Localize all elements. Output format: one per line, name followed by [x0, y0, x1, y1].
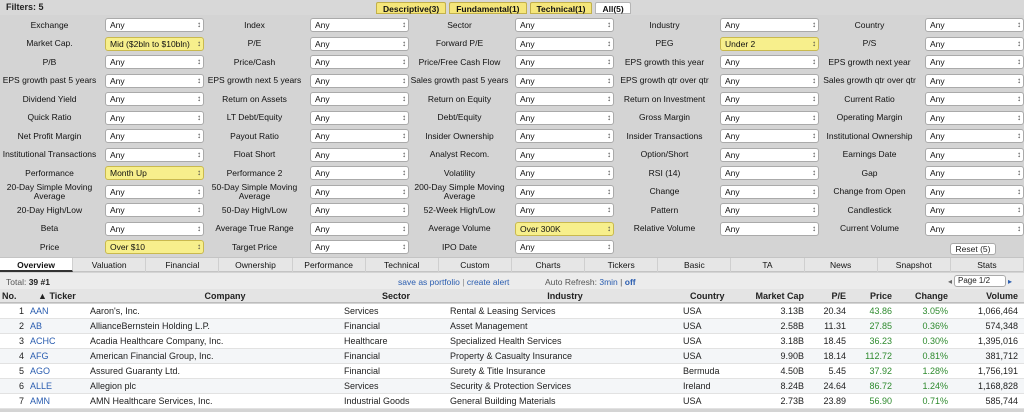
auto-refresh-off[interactable]: off — [624, 277, 636, 287]
cell-volume: 1,066,464 — [977, 306, 1018, 316]
cell-sector: Services — [344, 381, 379, 391]
cell-no: 5 — [18, 366, 24, 376]
cell-sector: Financial — [344, 366, 381, 376]
filter-label-earnings-date: Earnings Date — [842, 149, 897, 160]
filter-select-quick-ratio[interactable]: Any ↕ — [105, 111, 204, 125]
cell-pe: 24.64 — [823, 381, 846, 391]
filter-select-index[interactable]: Any ↕ — [310, 18, 409, 32]
filter-select-price[interactable]: Over $10 ↕ — [105, 240, 204, 254]
cell-pe: 20.34 — [823, 306, 846, 316]
cell-volume: 381,712 — [985, 351, 1018, 361]
filter-select-current-ratio[interactable]: Any ↕ — [925, 92, 1024, 106]
total-label: Total: — [6, 277, 27, 287]
filter-select-performance-2[interactable]: Any ↕ — [310, 166, 409, 180]
filter-select-p-e[interactable]: Any ↕ — [310, 37, 409, 51]
filter-select-candlestick[interactable]: Any ↕ — [925, 203, 1024, 217]
filter-select-sales-growth-qtr-over-qtr[interactable]: Any ↕ — [925, 74, 1024, 88]
filter-select-current-volume[interactable]: Any ↕ — [925, 222, 1024, 236]
filter-label-beta: Beta — [40, 223, 59, 234]
filter-label-analyst-recom: Analyst Recom. — [429, 149, 490, 160]
filter-select-earnings-date[interactable]: Any ↕ — [925, 148, 1024, 162]
filter-label-performance-2: Performance 2 — [226, 167, 283, 178]
filter-label-p-s: P/S — [862, 38, 877, 49]
filter-select-debt-equity[interactable]: Any ↕ — [515, 111, 614, 125]
cell-change: 0.81% — [922, 351, 948, 361]
filter-select-operating-margin[interactable]: Any ↕ — [925, 111, 1024, 125]
filter-label-return-on-equity: Return on Equity — [427, 93, 492, 104]
auto-refresh-label: Auto Refresh: — [545, 277, 597, 287]
view-tab-charts[interactable]: Charts — [512, 258, 585, 272]
filter-label-eps-growth-qtr-over-qtr: EPS growth qtr over qtr — [620, 75, 709, 86]
filter-select-52-week-high-low[interactable]: Any ↕ — [515, 203, 614, 217]
view-tab-ownership[interactable]: Ownership — [219, 258, 292, 272]
filter-select-p-s[interactable]: Any ↕ — [925, 37, 1024, 51]
filter-select-float-short[interactable]: Any ↕ — [310, 148, 409, 162]
total-value: 39 #1 — [28, 277, 50, 287]
cell-mcap: 2.58B — [780, 321, 804, 331]
tab-technical[interactable]: Technical(1) — [530, 2, 593, 14]
filter-select-institutional-ownership[interactable]: Any ↕ — [925, 129, 1024, 143]
filter-select-eps-growth-past-5-years[interactable]: Any ↕ — [105, 74, 204, 88]
filter-row — [0, 126, 1024, 146]
cell-volume: 1,756,191 — [977, 366, 1018, 376]
table-row[interactable] — [0, 349, 1024, 364]
filter-select-lt-debt-equity[interactable]: Any ↕ — [310, 111, 409, 125]
filter-label-sector: Sector — [447, 19, 472, 30]
filter-row — [0, 34, 1024, 54]
cell-volume: 574,348 — [985, 321, 1018, 331]
filter-label-operating-margin: Operating Margin — [836, 112, 903, 123]
filter-category-tabs — [376, 2, 631, 14]
filter-select-200-day-simple-moving-average[interactable]: Any ↕ — [515, 185, 614, 199]
cell-change: 0.71% — [922, 396, 948, 406]
cell-company: Acadia Healthcare Company, Inc. — [90, 336, 224, 346]
cell-price: 112.72 — [865, 351, 892, 361]
filter-select-return-on-equity[interactable]: Any ↕ — [515, 92, 614, 106]
filter-label-eps-growth-next-5-years: EPS growth next 5 years — [207, 75, 302, 86]
filter-label-return-on-investment: Return on Investment — [623, 93, 706, 104]
create-alert-link[interactable]: create alert — [466, 277, 510, 287]
cell-mcap: 2.73B — [780, 396, 804, 406]
cell-company: American Financial Group, Inc. — [90, 351, 214, 361]
filter-select-option-short[interactable]: Any ↕ — [720, 148, 819, 162]
filter-label-float-short: Float Short — [233, 149, 276, 160]
view-tab-basic[interactable]: Basic — [658, 258, 731, 272]
table-header — [0, 289, 1024, 303]
filter-label-insider-ownership: Insider Ownership — [425, 130, 494, 141]
filter-label-rsi-14: RSI (14) — [648, 167, 681, 178]
tab-all[interactable]: All(5) — [595, 2, 630, 14]
cell-company: AMN Healthcare Services, Inc. — [90, 396, 213, 406]
cell-country: USA — [683, 336, 702, 346]
cell-change: 0.36% — [922, 321, 948, 331]
filter-row — [0, 182, 1024, 202]
table-row[interactable] — [0, 334, 1024, 349]
cell-mcap: 8.24B — [780, 381, 804, 391]
filter-row — [0, 15, 1024, 35]
filter-label-gross-margin: Gross Margin — [638, 112, 690, 123]
cell-change: 1.24% — [922, 381, 948, 391]
col-country[interactable]: Country — [690, 291, 725, 301]
filter-label-200-day-simple-moving-average: 200-Day Simple Moving Average — [414, 182, 505, 201]
table-row[interactable] — [0, 394, 1024, 409]
filter-row — [0, 108, 1024, 128]
filter-select-return-on-assets[interactable]: Any ↕ — [310, 92, 409, 106]
cell-no: 7 — [18, 396, 24, 406]
cell-pe: 18.45 — [823, 336, 846, 346]
view-tab-technical[interactable]: Technical — [366, 258, 439, 272]
filter-label-p-e: P/E — [247, 38, 262, 49]
save-as-portfolio-link[interactable]: save as portfolio — [398, 277, 460, 287]
cell-sector: Services — [344, 306, 379, 316]
cell-sector: Financial — [344, 321, 381, 331]
filter-select-forward-p-e[interactable]: Any ↕ — [515, 37, 614, 51]
filter-select-beta[interactable]: Any ↕ — [105, 222, 204, 236]
cell-no: 3 — [18, 336, 24, 346]
filter-label-p-b: P/B — [42, 56, 57, 67]
col-price[interactable]: Price — [869, 291, 892, 301]
filter-label-lt-debt-equity: LT Debt/Equity — [226, 112, 283, 123]
filter-select-p-b[interactable]: Any ↕ — [105, 55, 204, 69]
filter-select-price-free-cash-flow[interactable]: Any ↕ — [515, 55, 614, 69]
prev-page-icon[interactable]: ◂ — [948, 276, 953, 286]
cell-no: 6 — [18, 381, 24, 391]
view-tab-valuation[interactable]: Valuation — [73, 258, 146, 272]
col-company[interactable]: Company — [204, 291, 246, 301]
cell-pe: 11.31 — [824, 321, 846, 331]
cell-company: AllianceBernstein Holding L.P. — [90, 321, 210, 331]
filter-label-forward-p-e: Forward P/E — [435, 38, 484, 49]
filter-label-industry: Industry — [649, 19, 680, 30]
cell-sector: Financial — [344, 351, 381, 361]
col-no[interactable]: No. — [2, 291, 17, 301]
filter-label-option-short: Option/Short — [640, 149, 689, 160]
cell-country: Bermuda — [683, 366, 720, 376]
filter-label-eps-growth-next-year: EPS growth next year — [828, 56, 911, 67]
cell-company: Aaron's, Inc. — [90, 306, 140, 316]
cell-volume: 585,744 — [985, 396, 1018, 406]
cell-country: USA — [683, 351, 702, 361]
cell-no: 2 — [18, 321, 24, 331]
filter-select-insider-ownership[interactable]: Any ↕ — [515, 129, 614, 143]
cell-ticker[interactable]: AAN — [30, 306, 49, 316]
cell-industry: General Building Materials — [450, 396, 556, 406]
filter-label-current-ratio: Current Ratio — [844, 93, 895, 104]
tab-descriptive[interactable]: Descriptive(3) — [376, 2, 446, 14]
filter-select-performance[interactable]: Month Up ↕ — [105, 166, 204, 180]
cell-change: 1.28% — [922, 366, 948, 376]
filter-label-insider-transactions: Insider Transactions — [626, 130, 703, 141]
cell-price: 86.72 — [869, 381, 892, 391]
auto-refresh-3min[interactable]: 3min — [599, 277, 618, 287]
filter-label-pattern: Pattern — [650, 204, 679, 215]
cell-ticker[interactable]: AB — [30, 321, 43, 331]
sort-up-icon: ▲ — [38, 291, 47, 301]
cell-sector: Healthcare — [344, 336, 388, 346]
filter-label-20-day-high-low: 20-Day High/Low — [16, 204, 83, 215]
filter-label-relative-volume: Relative Volume — [633, 223, 696, 234]
filter-label-market-cap: Market Cap. — [26, 38, 73, 49]
cell-pe: 5.45 — [828, 366, 846, 376]
filter-label-50-day-high-low: 50-Day High/Low — [221, 204, 288, 215]
cell-ticker[interactable]: AGO — [30, 366, 51, 376]
col-volume[interactable]: Volume — [986, 291, 1018, 301]
filter-select-eps-growth-next-year[interactable]: Any ↕ — [925, 55, 1024, 69]
filter-select-relative-volume[interactable]: Any ↕ — [720, 222, 819, 236]
filter-label-quick-ratio: Quick Ratio — [27, 112, 72, 123]
filter-select-50-day-simple-moving-average[interactable]: Any ↕ — [310, 185, 409, 199]
col-industry[interactable]: Industry — [547, 291, 583, 301]
col-sector[interactable]: Sector — [381, 291, 410, 301]
filters-count: Filters: 5 — [6, 2, 44, 12]
filter-select-analyst-recom[interactable]: Any ↕ — [515, 148, 614, 162]
filter-select-average-volume[interactable]: Over 300K ↕ — [515, 222, 614, 236]
cell-volume: 1,168,828 — [977, 381, 1018, 391]
filter-select-industry[interactable]: Any ↕ — [720, 18, 819, 32]
cell-ticker[interactable]: ALLE — [30, 381, 53, 391]
filter-label-performance: Performance — [25, 167, 74, 178]
filter-label-index: Index — [244, 19, 265, 30]
filter-select-exchange[interactable]: Any ↕ — [105, 18, 204, 32]
cell-country: USA — [683, 321, 702, 331]
filter-select-sales-growth-past-5-years[interactable]: Any ↕ — [515, 74, 614, 88]
filter-select-eps-growth-qtr-over-qtr[interactable]: Any ↕ — [720, 74, 819, 88]
cell-country: USA — [683, 306, 702, 316]
filter-label-change: Change — [649, 186, 680, 197]
filter-label-return-on-assets: Return on Assets — [222, 93, 287, 104]
cell-ticker[interactable]: AMN — [30, 396, 50, 406]
cell-mcap: 3.13B — [780, 306, 804, 316]
portfolio-links — [398, 277, 509, 287]
page-select[interactable]: Page 1/2 — [954, 275, 1006, 287]
filter-select-dividend-yield[interactable]: Any ↕ — [105, 92, 204, 106]
filter-select-50-day-high-low[interactable]: Any ↕ — [310, 203, 409, 217]
cell-industry: Asset Management — [450, 321, 528, 331]
table-row[interactable] — [0, 379, 1024, 394]
cell-country: USA — [683, 396, 702, 406]
filter-select-pattern[interactable]: Any ↕ — [720, 203, 819, 217]
filter-select-change-from-open[interactable]: Any ↕ — [925, 185, 1024, 199]
cell-company: Assured Guaranty Ltd. — [90, 366, 181, 376]
filters-topbar — [0, 0, 1024, 15]
filter-label-eps-growth-past-5-years: EPS growth past 5 years — [2, 75, 97, 86]
filter-select-gap[interactable]: Any ↕ — [925, 166, 1024, 180]
pager — [948, 275, 1012, 287]
filter-label-ipo-date: IPO Date — [442, 241, 477, 252]
view-tab-custom[interactable]: Custom — [439, 258, 512, 272]
cell-pe: 18.14 — [823, 351, 846, 361]
filter-label-price-free-cash-flow: Price/Free Cash Flow — [418, 56, 501, 67]
filter-label-20-day-simple-moving-average: 20-Day Simple Moving Average — [6, 182, 93, 201]
filter-row — [0, 163, 1024, 183]
view-tab-ta[interactable]: TA — [731, 258, 804, 272]
cell-mcap: 3.18B — [780, 336, 804, 346]
filter-select-change[interactable]: Any ↕ — [720, 185, 819, 199]
filter-label-target-price: Target Price — [231, 241, 278, 252]
filter-select-peg[interactable]: Under 2 ↕ — [720, 37, 819, 51]
filter-select-rsi-14[interactable]: Any ↕ — [720, 166, 819, 180]
filter-select-country[interactable]: Any ↕ — [925, 18, 1024, 32]
cell-mcap: 9.90B — [780, 351, 804, 361]
cell-ticker[interactable]: AFG — [30, 351, 49, 361]
filter-label-average-volume: Average Volume — [428, 223, 491, 234]
cell-industry: Security & Protection Services — [450, 381, 572, 391]
filter-row — [0, 52, 1024, 72]
next-page-icon[interactable]: ▸ — [1008, 276, 1013, 286]
filter-label-volatility: Volatility — [443, 167, 476, 178]
cell-sector: Industrial Goods — [344, 396, 410, 406]
total-count — [6, 277, 50, 287]
cell-industry: Specialized Health Services — [450, 336, 562, 346]
col-ticker-label: Ticker — [49, 291, 76, 301]
filter-select-price-cash[interactable]: Any ↕ — [310, 55, 409, 69]
filter-label-price-cash: Price/Cash — [233, 56, 276, 67]
cell-change: 0.30% — [922, 336, 948, 346]
cell-industry: Surety & Title Insurance — [450, 366, 546, 376]
cell-price: 36.23 — [869, 336, 892, 346]
link-separator: | — [462, 277, 465, 287]
col-market-cap[interactable]: Market Cap — [755, 291, 804, 301]
cell-price: 37.92 — [869, 366, 892, 376]
view-tab-tickers[interactable]: Tickers — [585, 258, 658, 272]
filter-label-candlestick: Candlestick — [847, 204, 892, 215]
cell-country: Ireland — [683, 381, 711, 391]
filter-label-institutional-transactions: Institutional Transactions — [2, 149, 97, 160]
cell-industry: Rental & Leasing Services — [450, 306, 556, 316]
filter-label-peg: PEG — [655, 38, 674, 49]
cell-pe: 23.89 — [823, 396, 846, 406]
cell-price: 56.90 — [869, 396, 892, 406]
filter-select-average-true-range[interactable]: Any ↕ — [310, 222, 409, 236]
filter-label-gap: Gap — [861, 167, 878, 178]
filter-label-change-from-open: Change from Open — [833, 186, 906, 197]
filter-select-gross-margin[interactable]: Any ↕ — [720, 111, 819, 125]
filter-select-sector[interactable]: Any ↕ — [515, 18, 614, 32]
tab-fundamental[interactable]: Fundamental(1) — [449, 2, 526, 14]
filter-select-ipo-date[interactable]: Any ↕ — [515, 240, 614, 254]
filter-label-average-true-range: Average True Range — [215, 223, 294, 234]
col-ticker[interactable] — [38, 289, 88, 303]
filter-select-volatility[interactable]: Any ↕ — [515, 166, 614, 180]
auto-refresh — [545, 277, 636, 287]
cell-no: 4 — [18, 351, 24, 361]
cell-price: 43.86 — [869, 306, 892, 316]
filter-label-debt-equity: Debt/Equity — [437, 112, 482, 123]
filter-label-net-profit-margin: Net Profit Margin — [17, 130, 82, 141]
cell-company: Allegion plc — [90, 381, 137, 391]
results-summary-bar — [0, 273, 1024, 289]
filter-select-eps-growth-this-year[interactable]: Any ↕ — [720, 55, 819, 69]
filter-select-20-day-simple-moving-average[interactable]: Any ↕ — [105, 185, 204, 199]
cell-change: 3.05% — [922, 306, 948, 316]
view-tab-news[interactable]: News — [805, 258, 878, 272]
col-pe[interactable]: P/E — [831, 291, 846, 301]
filter-label-current-volume: Current Volume — [839, 223, 900, 234]
filter-label-52-week-high-low: 52-Week High/Low — [423, 204, 496, 215]
filter-row — [0, 200, 1024, 220]
filter-label-institutional-ownership: Institutional Ownership — [826, 130, 913, 141]
filter-label-50-day-simple-moving-average: 50-Day Simple Moving Average — [211, 182, 298, 201]
filter-select-payout-ratio[interactable]: Any ↕ — [310, 129, 409, 143]
filter-row — [0, 219, 1024, 239]
reset-filters-button[interactable]: Reset (5) — [950, 243, 996, 255]
filter-label-country: Country — [854, 19, 885, 30]
view-tab-snapshot[interactable]: Snapshot — [878, 258, 951, 272]
view-tabs — [0, 257, 1024, 272]
cell-volume: 1,395,016 — [977, 336, 1018, 346]
filter-label-sales-growth-past-5-years: Sales growth past 5 years — [410, 75, 509, 86]
filter-select-net-profit-margin[interactable]: Any ↕ — [105, 129, 204, 143]
table-row[interactable] — [0, 319, 1024, 334]
view-tab-stats[interactable]: Stats — [951, 258, 1024, 272]
filter-label-dividend-yield: Dividend Yield — [22, 93, 77, 104]
filter-panel — [0, 15, 1024, 255]
filter-row — [0, 71, 1024, 91]
cell-price: 27.85 — [869, 321, 892, 331]
filter-select-eps-growth-next-5-years[interactable]: Any ↕ — [310, 74, 409, 88]
filter-select-insider-transactions[interactable]: Any ↕ — [720, 129, 819, 143]
filter-select-return-on-investment[interactable]: Any ↕ — [720, 92, 819, 106]
filter-label-sales-growth-qtr-over-qtr: Sales growth qtr over qtr — [823, 75, 916, 86]
view-tab-overview[interactable]: Overview — [0, 258, 73, 272]
filter-label-price: Price — [39, 241, 60, 252]
filter-select-institutional-transactions[interactable]: Any ↕ — [105, 148, 204, 162]
cell-mcap: 4.50B — [780, 366, 804, 376]
filter-label-exchange: Exchange — [30, 19, 69, 30]
cell-industry: Property & Casualty Insurance — [450, 351, 573, 361]
table-row[interactable] — [0, 364, 1024, 379]
table-row[interactable] — [0, 304, 1024, 319]
filter-row — [0, 89, 1024, 109]
filter-row — [0, 237, 1024, 257]
col-change[interactable]: Change — [914, 291, 948, 301]
auto-refresh-separator: | — [620, 277, 623, 287]
cell-no: 1 — [18, 306, 24, 316]
filter-select-target-price[interactable]: Any ↕ — [310, 240, 409, 254]
cell-ticker[interactable]: ACHC — [30, 336, 56, 346]
filter-select-20-day-high-low[interactable]: Any ↕ — [105, 203, 204, 217]
view-tab-financial[interactable]: Financial — [146, 258, 219, 272]
filter-row — [0, 145, 1024, 165]
filter-select-market-cap[interactable]: Mid ($2bln to $10bln) ↕ — [105, 37, 204, 51]
filter-label-payout-ratio: Payout Ratio — [230, 130, 279, 141]
filter-label-eps-growth-this-year: EPS growth this year — [624, 56, 705, 67]
view-tab-performance[interactable]: Performance — [293, 258, 366, 272]
